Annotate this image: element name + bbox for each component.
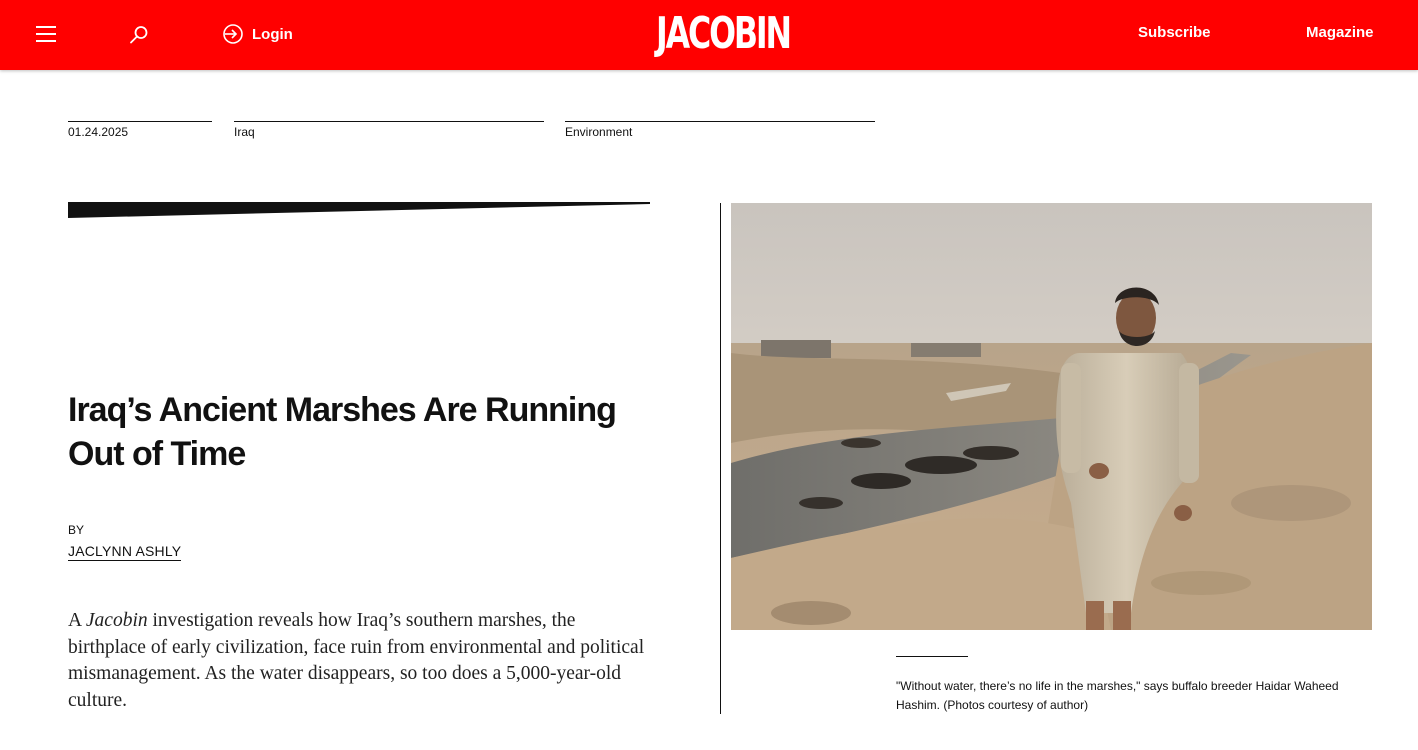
dek-prefix: A [68, 610, 86, 631]
hero-photo [731, 203, 1372, 630]
caption-rule [896, 656, 968, 657]
column-divider [720, 203, 721, 714]
subscribe-link[interactable]: Subscribe [1138, 24, 1211, 41]
tag-environment[interactable]: Environment [565, 121, 875, 139]
byline-label: BY [68, 523, 85, 537]
photo-caption: "Without water, there’s no life in the marshes," says buffalo breeder Haidar Waheed Hashim. (Photos courtesy of author) [896, 679, 1339, 712]
login-label: Login [252, 25, 293, 43]
tag-iraq[interactable]: Iraq [234, 121, 544, 139]
login-button[interactable] [222, 22, 293, 46]
login-arrow-icon [222, 23, 244, 45]
magazine-link[interactable]: Magazine [1306, 24, 1374, 41]
site-header [0, 0, 1418, 70]
article-title: Iraq’s Ancient Marshes Are Running Out of Time [68, 391, 616, 473]
dek-publication-name: Jacobin [85, 610, 148, 631]
dek-text: investigation reveals how Iraq’s southern marshes, the birthplace of early civilization, face ruin from environmental and political mismanagement. As the water disappears, so too does a 5,000-year-old culture. [68, 610, 645, 711]
article-dek [68, 608, 648, 714]
decorative-wedge [68, 202, 650, 218]
search-icon[interactable] [128, 24, 150, 46]
site-logo[interactable]: JACOBIN [656, 8, 790, 59]
hamburger-icon[interactable] [36, 26, 56, 42]
article-date: 01.24.2025 [68, 121, 212, 139]
author-link[interactable]: JACLYNN ASHLY [68, 543, 182, 559]
